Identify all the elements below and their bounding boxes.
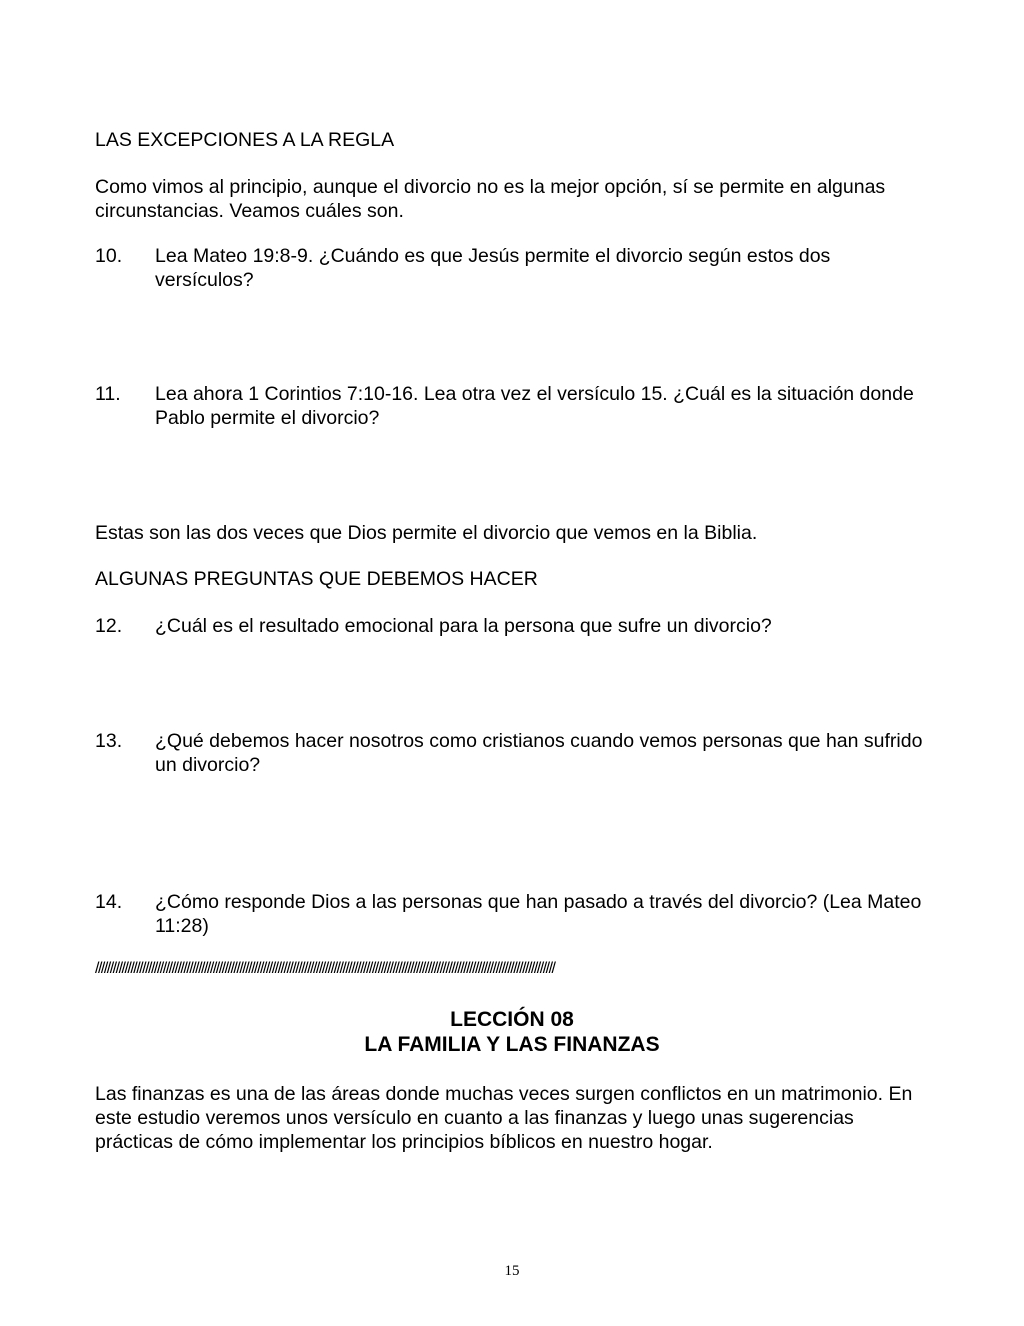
lesson-title: LA FAMILIA Y LAS FINANZAS — [364, 1033, 660, 1056]
lesson-intro-paragraph: Las finanzas es una de las áreas donde muchas veces surgen conflictos en un matrimonio. En este estudio veremos unos versículo en cuanto a las finanzas y luego unas sugerencias prácticas de cómo implementar los principios bíblicos en nuestro hogar. — [95, 1083, 913, 1153]
question-text: ¿Qué debemos hacer nosotros como cristianos cuando vemos personas que han sufrido un divorcio? — [155, 730, 923, 776]
question-number: 11. — [95, 383, 121, 405]
section-heading-questions: ALGUNAS PREGUNTAS QUE DEBEMOS HACER — [95, 568, 538, 590]
question-text: Lea Mateo 19:8-9. ¿Cuándo es que Jesús permite el divorcio según estos dos versículos? — [155, 245, 831, 291]
question-text: ¿Cómo responde Dios a las personas que han pasado a través del divorcio? (Lea Mateo 11:28) — [155, 891, 922, 937]
slash-divider: //////////////////////////////////////////////////////////////////////////////////////////////////////////////////////////////////////////////////////////// — [95, 960, 555, 977]
page-number: 15 — [504, 1263, 520, 1279]
section-intro-paragraph: Como vimos al principio, aunque el divorcio no es la mejor opción, sí se permite en algunas circunstancias. Veamos cuáles son. — [95, 176, 886, 222]
section-heading-exceptions: LAS EXCEPCIONES A LA REGLA — [95, 129, 395, 151]
question-number: 10. — [95, 245, 123, 267]
question-number: 12. — [95, 615, 123, 637]
question-text: ¿Cuál es el resultado emocional para la persona que sufre un divorcio? — [155, 615, 772, 637]
question-number: 13. — [95, 730, 123, 752]
question-text: Lea ahora 1 Corintios 7:10-16. Lea otra vez el versículo 15. ¿Cuál es la situación donde Pablo permite el divorcio? — [155, 383, 914, 429]
question-number: 14. — [95, 891, 123, 913]
summary-paragraph: Estas son las dos veces que Dios permite el divorcio que vemos en la Biblia. — [95, 522, 758, 544]
lesson-number: LECCIÓN 08 — [450, 1008, 574, 1031]
